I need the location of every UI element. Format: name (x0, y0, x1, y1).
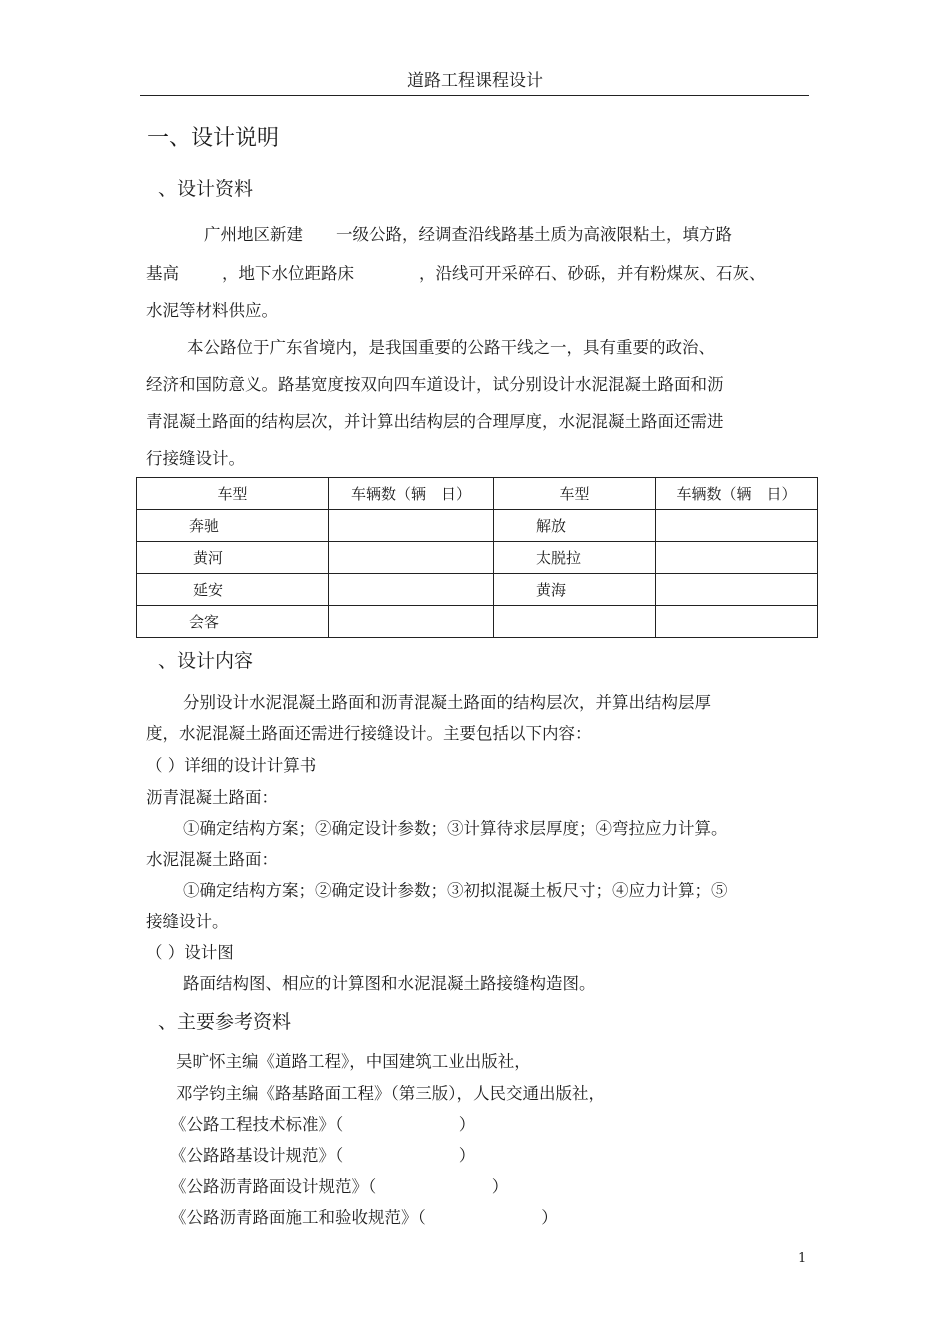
table-cell: 会客 (137, 606, 329, 638)
paragraph-line: 水泥等材料供应。 (146, 301, 278, 320)
paragraph-line: 度，水泥混凝土路面还需进行接缝设计。主要包括以下内容： (146, 724, 592, 743)
paragraph-line: 本公路位于广东省境内，是我国重要的公路干线之一，具有重要的政治、 (187, 338, 715, 357)
table-cell: 太脱拉 (494, 542, 656, 574)
paragraph-line: 接缝设计。 (146, 912, 229, 931)
table-header-row (137, 478, 818, 510)
table-cell (656, 542, 818, 574)
table-cell: 黄海 (494, 574, 656, 606)
running-header: 道路工程课程设计 (407, 71, 543, 91)
section-heading-design-description: 一、设计说明 (147, 126, 280, 151)
paragraph-line: 经济和国防意义。路基宽度按双向四车道设计，试分别设计水泥混凝土路面和沥 (146, 375, 724, 394)
paragraph-line: ①确定结构方案；②确定设计参数；③初拟混凝土板尺寸；④应力计算；⑤ (183, 881, 728, 900)
table-row (137, 574, 818, 606)
paragraph-line: ，沿线可开采碎石、砂砾，并有粉煤灰、石灰、 (419, 264, 766, 283)
table-cell (329, 510, 494, 542)
table-cell: 黄河 (137, 542, 329, 574)
reference-item: 《公路路基设计规范》（ ） (170, 1146, 476, 1165)
paragraph-line: 青混凝土路面的结构层次，并计算出结构层的合理厚度，水泥混凝土路面还需进 (146, 412, 724, 431)
table-row (137, 510, 818, 542)
table-cell (494, 606, 656, 638)
paragraph-line: 广州地区新建 一级公路，经调查沿线路基土质为高液限粘土，填方路 (204, 225, 732, 244)
paragraph-line: 基高 (146, 264, 179, 283)
reference-item: 《公路沥青路面设计规范》（ ） (170, 1177, 509, 1196)
reference-item: 《公路工程技术标准》（ ） (170, 1115, 476, 1134)
table-header-cell: 车型 (137, 478, 329, 510)
paragraph-line: ①确定结构方案；②确定设计参数；③计算待求层厚度；④弯拉应力计算。 (183, 819, 728, 838)
table-cell (329, 542, 494, 574)
table-header-cell: 车辆数（辆 日） (329, 478, 494, 510)
page-number: 1 (798, 1251, 807, 1266)
list-item-heading: （ ）详细的设计计算书 (146, 756, 317, 775)
table-row (137, 606, 818, 638)
reference-item: 《公路沥青路面施工和验收规范》（ ） (170, 1208, 558, 1227)
list-item-heading: （ ）设计图 (146, 943, 234, 962)
table-cell: 延安 (137, 574, 329, 606)
paragraph-line: ，地下水位距路床 (222, 264, 354, 283)
table-cell (656, 606, 818, 638)
table-cell (329, 574, 494, 606)
paragraph-line: 路面结构图、相应的计算图和水泥混凝土路接缝构造图。 (183, 974, 596, 993)
subsection-heading-design-content: 、设计内容 (158, 650, 254, 672)
paragraph-line: 水泥混凝土路面： (146, 850, 278, 869)
paragraph-line: 沥青混凝土路面： (146, 788, 278, 807)
vehicle-count-table (136, 477, 818, 638)
reference-item: 邓学钧主编《路基路面工程》（第三版），人民交通出版社， (176, 1084, 605, 1103)
header-divider (140, 95, 809, 96)
subsection-heading-design-data: 、设计资料 (158, 178, 254, 200)
table-cell (329, 606, 494, 638)
table-header-cell: 车型 (494, 478, 656, 510)
table-cell (656, 574, 818, 606)
table-cell: 解放 (494, 510, 656, 542)
table-cell: 奔驰 (137, 510, 329, 542)
paragraph-line: 行接缝设计。 (146, 449, 245, 468)
subsection-heading-references: 、主要参考资料 (158, 1011, 292, 1033)
table-cell (656, 510, 818, 542)
table-header-cell: 车辆数（辆 日） (656, 478, 818, 510)
table-row (137, 542, 818, 574)
reference-item: 吴旷怀主编《道路工程》，中国建筑工业出版社， (176, 1052, 531, 1071)
paragraph-line: 分别设计水泥混凝土路面和沥青混凝土路面的结构层次，并算出结构层厚 (183, 693, 711, 712)
